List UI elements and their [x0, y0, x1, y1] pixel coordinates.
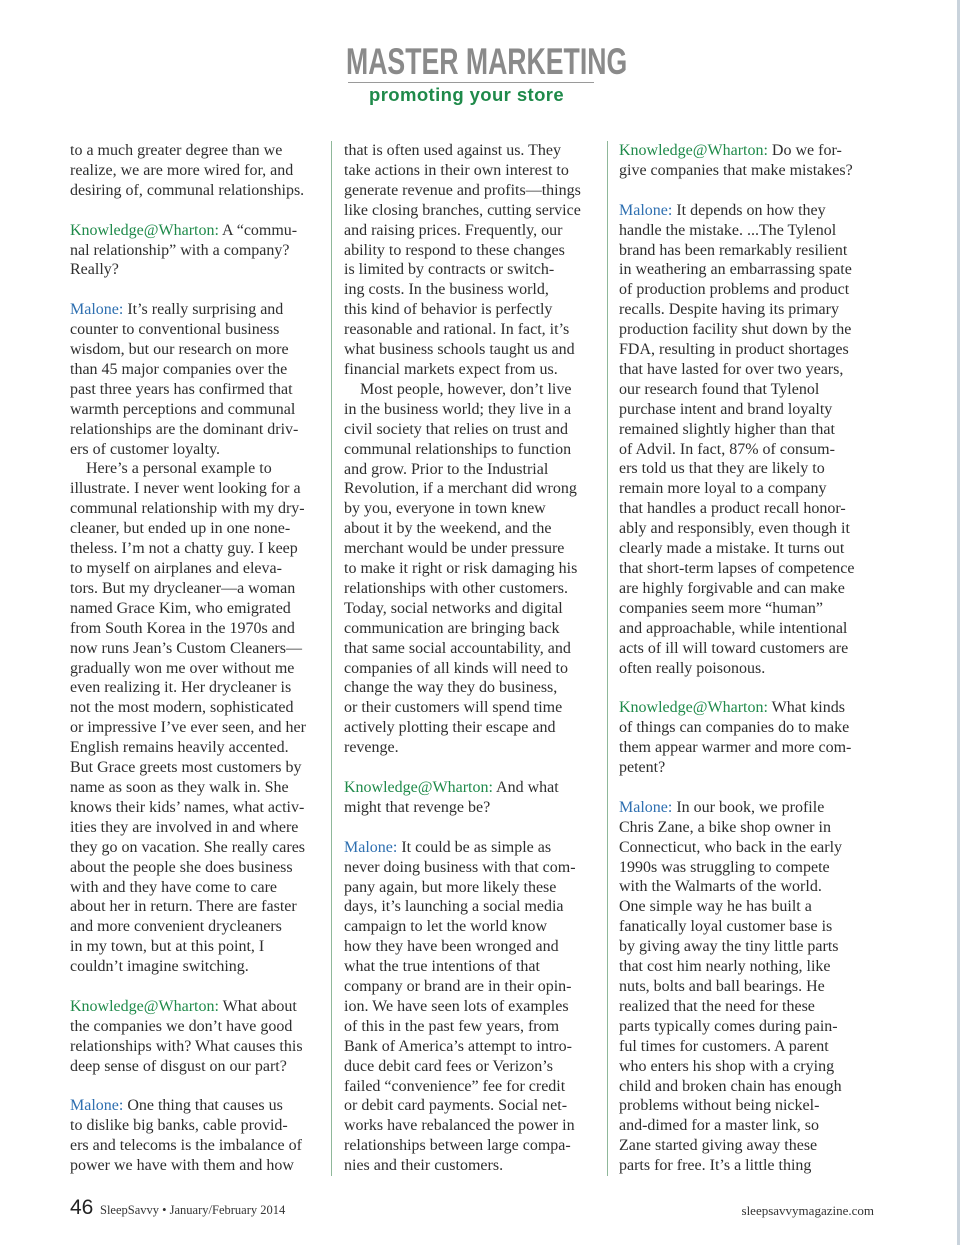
text-line: ability to respond to these changes [344, 241, 565, 259]
page-footer [0, 1198, 960, 1222]
text-line: what business schools taught us and [344, 341, 575, 359]
text-line: Knowledge@Wharton: What about [70, 997, 297, 1015]
section-title: MASTER MARKETING [346, 41, 628, 82]
text-line: that have lasted for over two years, [619, 360, 844, 378]
paragraph-gap [70, 977, 326, 997]
text-line: desiring of, communal relationships. [70, 181, 305, 199]
text-line: pany again, but more likely these [344, 878, 557, 896]
text-line: is limited by contracts or switch- [344, 261, 555, 279]
text-line: child and broken chain has enough [619, 1077, 842, 1095]
text-line: Malone: It could be as simple as [344, 838, 552, 856]
text-line: realize, we are more wired for, and [70, 161, 294, 179]
text-line: ers of customer loyalty. [70, 440, 221, 458]
text-line: counter to conventional business [70, 321, 280, 339]
text-line: Bank of America’s attempt to intro- [344, 1037, 572, 1055]
text-line: company or brand are in their opin- [344, 978, 572, 996]
text-line: what the true intentions of that [344, 958, 540, 976]
text-line: works have rebalanced the power in [344, 1117, 575, 1135]
interview-question [344, 778, 600, 818]
text-line: might that revenge be? [344, 798, 491, 816]
text-line: or their customers will spend time [344, 699, 563, 717]
text-line: acts of ill will toward customers are [619, 639, 849, 657]
text-line: ities they are involved in and where [70, 818, 299, 836]
interview-answer [344, 838, 600, 1176]
text-line: Knowledge@Wharton: A “commu- [70, 221, 298, 239]
text-line: with and they have come to care [70, 878, 278, 896]
speaker-label-malone: Malone: [619, 201, 673, 219]
text-line: and-dimed for a master link, so [619, 1117, 819, 1135]
text-line: and more convenient drycleaners [70, 918, 282, 936]
text-line: duce debit card fees or Verizon’s [344, 1057, 553, 1075]
interview-question [70, 997, 326, 1077]
text-line: brand has been remarkably resilient [619, 241, 848, 259]
text-line: handle the mistake. ...The Tylenol [619, 221, 837, 239]
text-line: But Grace greets most customers by [70, 759, 302, 777]
speaker-label-malone: Malone: [344, 838, 398, 856]
interview-answer [619, 798, 875, 1176]
text-line: civil society that relies on trust and [344, 420, 568, 438]
text-line: production facility shut down by the [619, 321, 852, 339]
text-line: that handles a product recall honor- [619, 500, 846, 518]
paragraph-gap [70, 1077, 326, 1097]
text-line: now runs Jean’s Custom Cleaners— [70, 639, 302, 657]
speaker-label-malone: Malone: [70, 301, 124, 319]
paragraph-gap [619, 181, 875, 201]
text-line: ful times for customers. A parent [619, 1037, 829, 1055]
interview-question [70, 221, 326, 281]
text-line: and raising prices. Frequently, our [344, 221, 563, 239]
text-line: Here’s a personal example to [86, 460, 272, 478]
text-line: them appear warmer and more com- [619, 739, 852, 757]
article-column-1 [70, 141, 326, 1176]
paragraph-gap [70, 280, 326, 300]
text-line: that short-term lapses of competence [619, 560, 855, 578]
column-divider-2 [607, 141, 608, 1176]
text-line: clearly made a mistake. It turns out [619, 540, 845, 558]
interview-answer [619, 201, 875, 679]
text-line: realized that the need for these [619, 997, 815, 1015]
text-line: give companies that make mistakes? [619, 161, 853, 179]
text-line: illustrate. I never went looking for a [70, 480, 301, 498]
text-line: Revolution, if a merchant did wrong [344, 480, 577, 498]
text-line: power we have with them and how [70, 1157, 294, 1175]
speaker-label-malone: Malone: [70, 1097, 124, 1115]
text-line: Most people, however, don’t live [360, 380, 572, 398]
article-column-2 [344, 141, 600, 1176]
paragraph-gap [619, 678, 875, 698]
text-line: couldn’t imagine switching. [70, 958, 249, 976]
text-line: Knowledge@Wharton: And what [344, 778, 559, 796]
text-line: nal relationship” with a company? [70, 241, 290, 259]
text-line: Malone: It depends on how they [619, 201, 826, 219]
text-line: past three years has confirmed that [70, 380, 293, 398]
text-line: Knowledge@Wharton: Do we for- [619, 142, 842, 159]
text-line: Really? [70, 261, 119, 279]
text-line: companies of all kinds will need to [344, 659, 568, 677]
text-line: who enters his shop with a crying [619, 1057, 835, 1075]
paragraph-gap [344, 758, 600, 778]
text-line: cleaner, but ended up in one none- [70, 520, 291, 538]
text-line: wisdom, but our research on more [70, 341, 289, 359]
text-line: take actions in their own interest to [344, 161, 569, 179]
text-line: relationships are the dominant driv- [70, 420, 299, 438]
body-paragraph [70, 459, 326, 977]
text-line: communal relationships to function [344, 440, 572, 458]
text-line: Malone: It’s really surprising and [70, 301, 284, 319]
text-line: purchase intent and brand loyalty [619, 400, 833, 418]
body-paragraph [344, 380, 600, 758]
text-line: ably and responsibly, even though it [619, 520, 850, 538]
text-line: about the people she does business [70, 858, 293, 876]
text-line: gradually won me over without me [70, 659, 295, 677]
text-line: relationships with? What causes this [70, 1037, 303, 1055]
text-line: that same social accountability, and [344, 639, 571, 657]
text-line: our research found that Tylenol [619, 380, 820, 398]
text-line: problems without being nickel- [619, 1097, 820, 1115]
text-line: and grow. Prior to the Industrial [344, 460, 549, 478]
text-line: deep sense of disgust on our part? [70, 1057, 287, 1075]
text-line: communication are bringing back [344, 619, 560, 637]
publication-info: SleepSavvy • January/February 2014 [100, 1203, 286, 1217]
text-line: One simple way he has built a [619, 898, 812, 916]
text-line: Today, social networks and digital [344, 599, 563, 617]
text-line: ing costs. In the business world, [344, 281, 549, 299]
text-line: with the Walmarts of the world. [619, 878, 822, 896]
text-line: change the way they do business, [344, 679, 558, 697]
text-line: often really poisonous. [619, 659, 766, 677]
article-column-3 [619, 141, 875, 1176]
text-line: and approachable, while intentional [619, 619, 848, 637]
text-line: to dislike big banks, cable provid- [70, 1117, 288, 1135]
text-line: in my town, but at this point, I [70, 938, 265, 956]
text-line: campaign to let the world know [344, 918, 548, 936]
text-line: actively plotting their escape and [344, 719, 556, 737]
text-line: petent? [619, 759, 666, 777]
text-line: even realizing it. Her drycleaner is [70, 679, 292, 697]
text-line: how they have been wronged and [344, 938, 559, 956]
text-line: parts typically comes during pain- [619, 1017, 838, 1035]
text-line: of this in the past few years, from [344, 1017, 560, 1035]
text-line: communal relationship with my dry- [70, 500, 305, 518]
paragraph-gap [619, 778, 875, 798]
text-line: about it by the weekend, and the [344, 520, 552, 538]
text-line: to make it right or risk damaging his [344, 560, 578, 578]
speaker-label-knowledge-wharton: Knowledge@Wharton: [70, 221, 219, 239]
column-divider-1 [331, 141, 332, 1176]
text-line: Zane started giving away these [619, 1137, 818, 1155]
text-line: of production problems and product [619, 281, 850, 299]
speaker-label-knowledge-wharton: Knowledge@Wharton: [619, 142, 768, 159]
text-line: by you, everyone in town knew [344, 500, 546, 518]
text-line: generate revenue and profits—things [344, 181, 581, 199]
body-paragraph [70, 141, 326, 201]
text-line: nies and their customers. [344, 1157, 504, 1175]
text-line: about her in return. There are faster [70, 898, 297, 916]
text-line: Chris Zane, a bike shop owner in [619, 818, 831, 836]
interview-question [619, 698, 875, 778]
text-line: financial markets expect from us. [344, 360, 558, 378]
text-line: relationships with other customers. [344, 579, 568, 597]
text-line: FDA, resulting in product shortages [619, 341, 849, 359]
text-line: recalls. Despite having its primary [619, 301, 839, 319]
text-line: than 45 major companies over the [70, 360, 288, 378]
text-line: ers told us that they are likely to [619, 460, 825, 478]
text-line: remain more loyal to a company [619, 480, 827, 498]
body-paragraph [344, 141, 600, 380]
text-line: they go on vacation. She really cares [70, 838, 306, 856]
speaker-label-knowledge-wharton: Knowledge@Wharton: [70, 997, 219, 1015]
text-line: like closing branches, cutting service [344, 201, 581, 219]
text-line: failed “convenience” fee for credit [344, 1077, 566, 1095]
text-line: Malone: One thing that causes us [70, 1097, 283, 1115]
text-line: to a much greater degree than we [70, 142, 283, 159]
text-line: reasonable and rational. In fact, it’s [344, 321, 570, 339]
text-line: revenge. [344, 739, 399, 757]
text-line: name as soon as they walk in. She [70, 778, 289, 796]
text-line: this kind of behavior is perfectly [344, 301, 553, 319]
text-line: fanatically loyal customer base is [619, 918, 833, 936]
text-line: relationships between large compa- [344, 1137, 571, 1155]
title-rule [348, 82, 594, 83]
text-line: ion. We have seen lots of examples [344, 997, 569, 1015]
text-line: nuts, bolts and ball bearings. He [619, 978, 825, 996]
text-line: knows their kids’ names, what activ- [70, 798, 305, 816]
speaker-label-knowledge-wharton: Knowledge@Wharton: [619, 699, 768, 717]
text-line: remained slightly higher than that [619, 420, 835, 438]
text-line: the companies we don’t have good [70, 1017, 293, 1035]
section-subtitle: promoting your store [369, 84, 565, 105]
text-line: Malone: In our book, we profile [619, 798, 825, 816]
text-line: or debit card payments. Social net- [344, 1097, 568, 1115]
text-line: from South Korea in the 1970s and [70, 619, 295, 637]
text-line: 1990s was struggling to compete [619, 858, 830, 876]
text-line: in the business world; they live in a [344, 400, 572, 418]
interview-question [619, 141, 875, 181]
text-line: days, it’s launching a social media [344, 898, 564, 916]
text-line: tors. But my drycleaner—a woman [70, 579, 296, 597]
text-line: named Grace Kim, who emigrated [70, 599, 291, 617]
interview-answer [70, 1096, 326, 1176]
text-line: that is often used against us. They [344, 142, 561, 159]
text-line: companies seem more “human” [619, 599, 823, 617]
text-line: or impressive I’ve ever seen, and her [70, 719, 306, 737]
text-line: in weathering an embarrassing spate [619, 261, 852, 279]
paragraph-gap [70, 201, 326, 221]
interview-answer [70, 300, 326, 459]
text-line: ers and telecoms is the imbalance of [70, 1137, 302, 1155]
text-line: theless. I’m not a chatty guy. I keep [70, 540, 298, 558]
text-line: parts for free. It’s a little thing [619, 1157, 812, 1175]
text-line: English remains heavily accented. [70, 739, 289, 757]
text-line: are highly forgivable and can make [619, 579, 845, 597]
text-line: to myself on airplanes and eleva- [70, 560, 282, 577]
text-line: of things can companies do to make [619, 719, 850, 737]
text-line: Connecticut, who back in the early [619, 838, 843, 856]
text-line: merchant would be under pressure [344, 540, 565, 558]
text-line: that cost him nearly nothing, like [619, 958, 831, 976]
speaker-label-malone: Malone: [619, 798, 673, 816]
text-line: Knowledge@Wharton: What kinds [619, 699, 845, 717]
paragraph-gap [344, 818, 600, 838]
text-line: never doing business with that com- [344, 858, 576, 876]
text-line: by giving away the tiny little parts [619, 938, 839, 956]
text-line: warmth perceptions and communal [70, 400, 296, 418]
text-line: not the most modern, sophisticated [70, 699, 294, 717]
page-number: 46 [70, 1196, 94, 1219]
text-line: of Advil. In fact, 87% of consum- [619, 440, 835, 458]
magazine-url: sleepsavvymagazine.com [741, 1203, 874, 1218]
speaker-label-knowledge-wharton: Knowledge@Wharton: [344, 778, 493, 796]
